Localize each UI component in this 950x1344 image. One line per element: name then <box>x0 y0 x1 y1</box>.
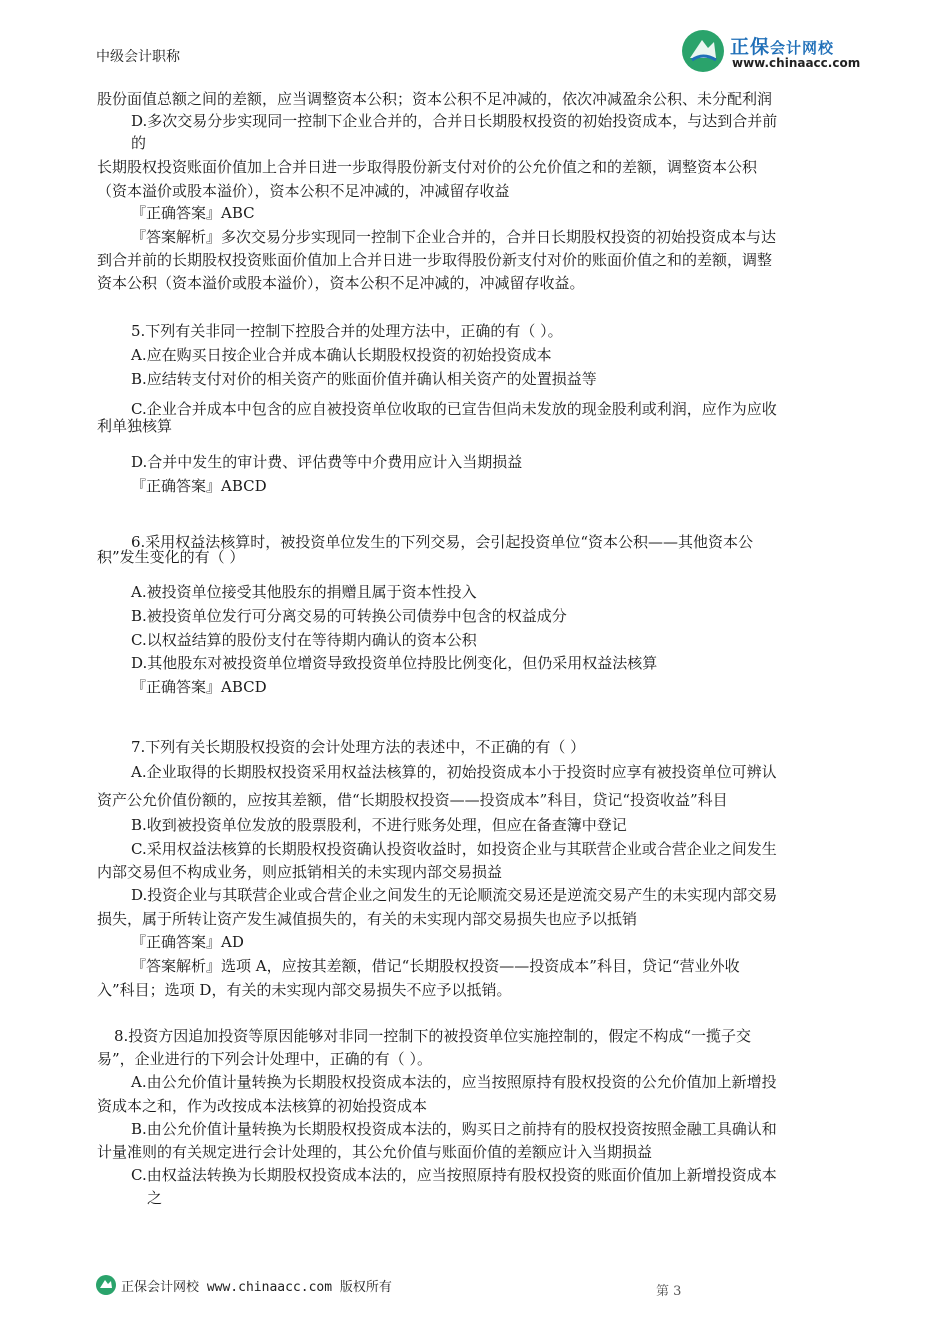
footer <box>95 1272 435 1300</box>
text-line: 资成本之和，作为改按成本法核算的初始投资成本 <box>97 1097 428 1115</box>
option-b: B.被投资单位发行可分离交易的可转换公司债券中包含的权益成分 <box>131 607 567 625</box>
answer-label: 『正确答案』ABC <box>131 204 255 222</box>
text-line: 积”发生变化的有（ ） <box>97 548 245 566</box>
question-7: 7.下列有关长期股权投资的会计处理方法的表述中，不正确的有（ ） <box>131 738 586 756</box>
text-line: 资产公允价值份额的，应按其差额，借“长期股权投资——投资成本”科目，贷记“投资收益”科目 <box>97 791 728 809</box>
page-number: 第 3 <box>656 1284 682 1299</box>
text-line: 资本公积（资本溢价或股本溢价），资本公积不足冲减的，冲减留存收益。 <box>97 274 585 292</box>
text-line: 到合并前的长期股权投资账面价值加上合并日进一步取得股份新支付对价的账面价值之和的差额，调整 <box>97 251 773 269</box>
text-line: 的 <box>131 134 147 152</box>
option-a: A.应在购买日按企业合并成本确认长期股权投资的初始投资成本 <box>131 346 552 364</box>
explanation: 『答案解析』多次交易分步实现同一控制下企业合并的，合并日长期股权投资的初始投资成本与达 <box>131 228 777 246</box>
answer-label: 『正确答案』ABCD <box>131 477 267 495</box>
option-c: C.采用权益法核算的长期股权投资确认投资收益时，如投资企业与其联营企业或合营企业之间发生 <box>131 840 777 858</box>
footer-copyright: 正保会计网校 www.chinaacc.com 版权所有 <box>121 1280 392 1295</box>
logo-icon <box>680 28 726 74</box>
option-a: A.由公允价值计量转换为长期股权投资成本法的，应当按照原持有股权投资的公允价值加上新增投 <box>131 1073 777 1091</box>
text-line: 损失，属于所转让资产发生减值损失的，有关的未实现内部交易损失也应予以抵销 <box>97 910 638 928</box>
footer-logo-icon <box>95 1274 117 1296</box>
text-line: 计量准则的有关规定进行会计处理的，其公允价值与账面价值的差额应计入当期损益 <box>97 1143 653 1161</box>
option-c: C.企业合并成本中包含的应自被投资单位收取的已宣告但尚未发放的现金股利或利润，应作为应收 <box>131 400 777 418</box>
answer-label: 『正确答案』ABCD <box>131 678 267 696</box>
question-6: 6.采用权益法核算时，被投资单位发生的下列交易，会引起投资单位“资本公积——其他资本公 <box>131 533 753 551</box>
corner-text: 中级会计职称 <box>96 49 180 65</box>
text-line: 内部交易但不构成业务，则应抵销相关的未实现内部交易损益 <box>97 863 503 881</box>
option-d: D.投资企业与其联营企业或合营企业之间发生的无论顺流交易还是逆流交易产生的未实现内部交易 <box>131 886 778 904</box>
question-5: 5.下列有关非同一控制下控股合并的处理方法中，正确的有（ ）。 <box>131 322 563 340</box>
option-d: D.合并中发生的审计费、评估费等中介费用应计入当期损益 <box>131 453 523 471</box>
answer-label: 『正确答案』AD <box>131 933 244 951</box>
option-b: B.由公允价值计量转换为长期股权投资成本法的，购买日之前持有的股权投资按照金融工具确认和 <box>131 1120 777 1138</box>
text-line: 易”，企业进行的下列会计处理中，正确的有（ ）。 <box>97 1050 432 1068</box>
brand-url: www.chinaacc.com <box>732 56 861 70</box>
text-line: 长期股权投资账面价值加上合并日进一步取得股份新支付对价的公允价值之和的差额，调整资本公积 <box>97 158 758 176</box>
question-8: 8.投资方因追加投资等原因能够对非同一控制下的被投资单位实施控制的，假定不构成“一揽子交 <box>114 1027 751 1045</box>
explanation: 『答案解析』选项 A，应按其差额，借记“长期股权投资——投资成本”科目，贷记“营业外收 <box>131 957 740 975</box>
brand-name: 正保会计网校 <box>730 36 835 58</box>
option-a: A.被投资单位接受其他股东的捐赠且属于资本性投入 <box>131 583 477 601</box>
option-d: D.多次交易分步实现同一控制下企业合并的，合并日长期股权投资的初始投资成本，与达到合并前 <box>131 112 778 130</box>
option-b: B.应结转支付对价的相关资产的账面价值并确认相关资产的处置损益等 <box>131 370 597 388</box>
text-line: 入”科目；选项 D，有关的未实现内部交易损失不应予以抵销。 <box>97 981 512 999</box>
brand-logo <box>680 28 930 76</box>
text-line: 之 <box>147 1189 163 1207</box>
option-d: D.其他股东对被投资单位增资导致投资单位持股比例变化，但仍采用权益法核算 <box>131 654 658 672</box>
text-line: （资本溢价或股本溢价），资本公积不足冲减的，冲减留存收益 <box>97 182 510 200</box>
option-c: C.由权益法转换为长期股权投资成本法的，应当按照原持有股权投资的账面价值加上新增投资成本 <box>131 1166 777 1184</box>
option-a: A.企业取得的长期股权投资采用权益法核算的，初始投资成本小于投资时应享有被投资单位可辨认 <box>131 763 777 781</box>
option-c: C.以权益结算的股份支付在等待期内确认的资本公积 <box>131 631 477 649</box>
text-line: 股份面值总额之间的差额，应当调整资本公积；资本公积不足冲减的，依次冲减盈余公积、未分配利润 <box>97 90 773 108</box>
option-b: B.收到被投资单位发放的股票股利，不进行账务处理，但应在备查簿中登记 <box>131 816 627 834</box>
text-line: 利单独核算 <box>97 417 173 435</box>
